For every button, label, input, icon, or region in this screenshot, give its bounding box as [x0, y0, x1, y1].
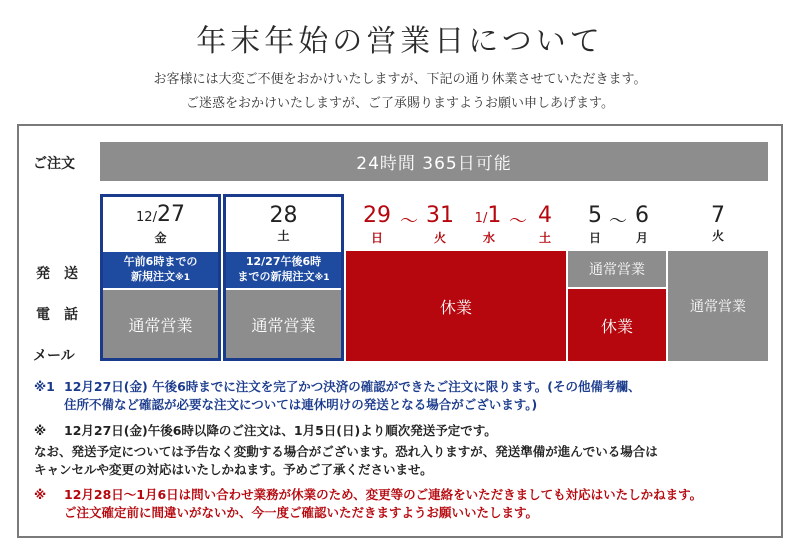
date-range-sep-1: ～ — [400, 211, 418, 232]
date-1228: 28 土 — [269, 203, 298, 243]
weekday-0106: 月 — [635, 231, 648, 245]
status-closed-phone-0105: 休業 — [568, 289, 666, 361]
date-1231: 31 — [426, 203, 454, 228]
status-normal-ship-0105: 通常営業 — [568, 251, 666, 287]
weekday-1231: 火 — [433, 231, 446, 245]
weekday-0105: 日 — [588, 231, 601, 245]
status-normal-0107: 通常営業 — [668, 251, 768, 361]
date-1227: 12/27 金 — [136, 201, 185, 245]
page-title: 年末年始の営業日について — [196, 24, 604, 59]
date-range-sep-2: ～ — [509, 211, 527, 232]
weekday-0101: 水 — [482, 231, 495, 245]
date-range-sep-3: ～ — [609, 211, 627, 232]
date-1229: 29 — [363, 203, 391, 228]
note-1: ※1 12月27日(金) 午後6時までに注文を完了かつ決済の確認ができたご注文に限ります。(その他備考欄、 住所不備など確認が必要な注文については連休明けの発送となる場合がございます。) — [34, 379, 641, 412]
intro-line-1: お客様には大変ご不便をおかけいたしますが、下記の通り休業させていただきます。 — [153, 72, 647, 87]
weekday-0104: 土 — [538, 231, 551, 245]
order-availability-bar: 24時間 365日可能 — [100, 142, 768, 181]
date-0107: 7 火 — [711, 203, 725, 243]
cutoff-note-1227: 午前6時までの 新規注文※1 — [103, 252, 218, 288]
status-closed-1229-0104: 休業 — [346, 251, 566, 361]
row-label-phone: 電 話 — [36, 307, 78, 323]
status-normal-1227: 通常営業 — [103, 290, 218, 358]
date-0104: 4 — [538, 203, 552, 228]
note-2: ※ 12月27日(金)午後6時以降のご注文は、1月5日(日)より順次発送予定です。 — [34, 423, 497, 438]
intro-line-2: ご迷惑をおかけいたしますが、ご了承賜りますようお願い申しあげます。 — [186, 96, 614, 111]
date-0101: 1/1 — [474, 203, 502, 228]
row-label-mail: メール — [33, 348, 75, 364]
row-label-order: ご注文 — [33, 156, 75, 172]
note-3: なお、発送予定については予告なく変動する場合がございます。恐れ入りますが、発送準備が進んでいる場合は キャンセルや変更の対応はいたしかねます。予めご了承くださいませ。 — [34, 444, 658, 477]
status-normal-1228: 通常営業 — [226, 290, 341, 358]
date-0105: 5 — [588, 203, 602, 228]
cutoff-note-1228: 12/27午後6時 までの新規注文※1 — [226, 252, 341, 288]
date-0106: 6 — [635, 203, 649, 228]
note-4: ※ 12月28日～1月6日は問い合わせ業務が休業のため、変更等のご連絡をいただきましても対応はいたしかねます。 ご注文確定前に間違いがないか、今一度ご確認いただきますようお願いいたします。 — [34, 487, 703, 520]
row-label-ship: 発 送 — [36, 266, 78, 282]
weekday-1229: 日 — [370, 231, 383, 245]
